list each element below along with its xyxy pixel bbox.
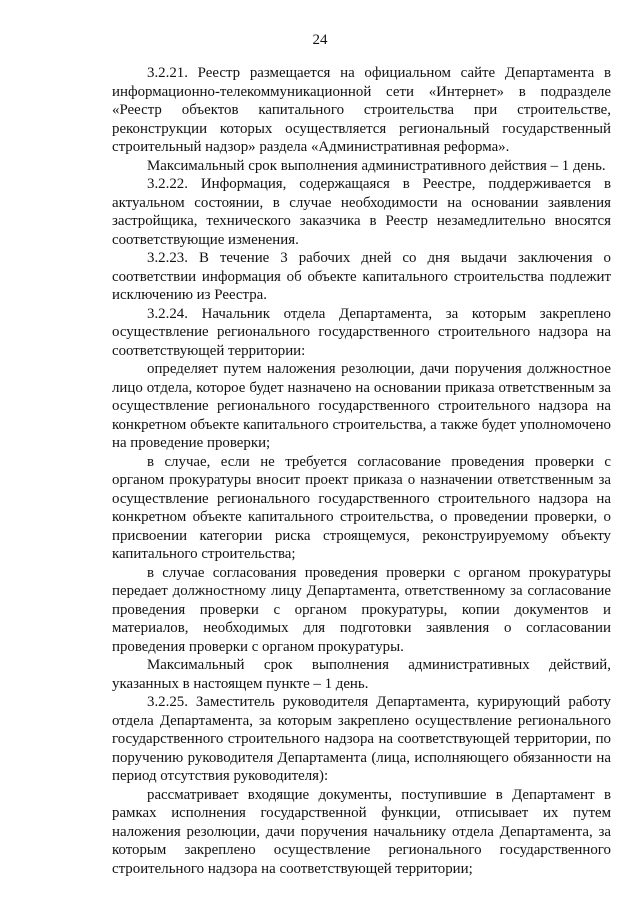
paragraph-3-2-24: 3.2.24. Начальник отдела Департамента, за которым закреплено осуществление регионального государственного строительного надзора на соответствующей территории:: [112, 305, 611, 359]
paragraph-3-2-25: 3.2.25. Заместитель руководителя Департамента, курирующий работу отдела Департамента, за которым закреплено осуществление регионального государственного строительного надзора на соответствующей территории, по поручению руководителя Департамента (лица, исполняющего обязанности на период отсутствия руководителя):: [112, 694, 611, 784]
paragraph-deadline-1: Максимальный срок выполнения административного действия – 1 день.: [147, 157, 606, 174]
paragraph-3-2-22: 3.2.22. Информация, содержащаяся в Реестре, поддерживается в актуальном состоянии, в случае необходимости на основании заявления застройщика, технического заказчика в Реестр незамедлительно вносятся соответствующие изменения.: [112, 176, 611, 248]
paragraph-3-2-25-item-1: рассматривает входящие документы, поступившие в Департамент в рамках исполнения государственной функции, отписывает их путем наложения резолюции, дачи поручения начальнику отдела Департамента, за которым закреплено осуществление регионального государственного строительного надзора на соответствующей территории;: [112, 786, 611, 877]
paragraph-3-2-24-item-3: в случае согласования проведения проверки с органом прокуратуры передает должностному лицу Департамента, ответственному за согласование проведения проверки с органом прокуратуры, копии документов и материалов, необходимых для подготовки заявления о согласовании проведения проверки с органом прокуратуры.: [112, 564, 611, 655]
paragraph-3-2-24-item-1: определяет путем наложения резолюции, дачи поручения должностное лицо отдела, которое будет назначено на основании приказа ответственным за осуществление регионального государственного строительного надзора на конкретном объекте капитального строительства, а также будет уполномочено на проведение проверки;: [112, 361, 611, 451]
paragraph-3-2-24-item-2: в случае, если не требуется согласование проведения проверки с органом прокуратуры вносит проект приказа о назначении ответственным за осуществление регионального государственного строительного надзора на конкретном объекте капитального строительства, о проведении проверки, о присвоении категории риска строящемуся, реконструируемому объекту капитального строительства;: [112, 453, 611, 562]
paragraph-3-2-23: 3.2.23. В течение 3 рабочих дней со дня выдачи заключения о соответствии информация об объекте капитального строительства подлежит исключению из Реестра.: [112, 250, 611, 303]
paragraph-deadline-2: Максимальный срок выполнения административных действий, указанных в настоящем пункте – 1 день.: [112, 657, 611, 692]
document-body: [112, 64, 611, 878]
paragraph-3-2-21: 3.2.21. Реестр размещается на официальном сайте Департамента в информационно-телекоммуникационной сети «Интернет» в подразделе «Реестр объектов капитального строительства при строительстве, реконструкции которых осуществляется региональный государственный строительный надзор» раздела «Административная реформа».: [112, 65, 611, 155]
page-number: 24: [312, 32, 328, 48]
